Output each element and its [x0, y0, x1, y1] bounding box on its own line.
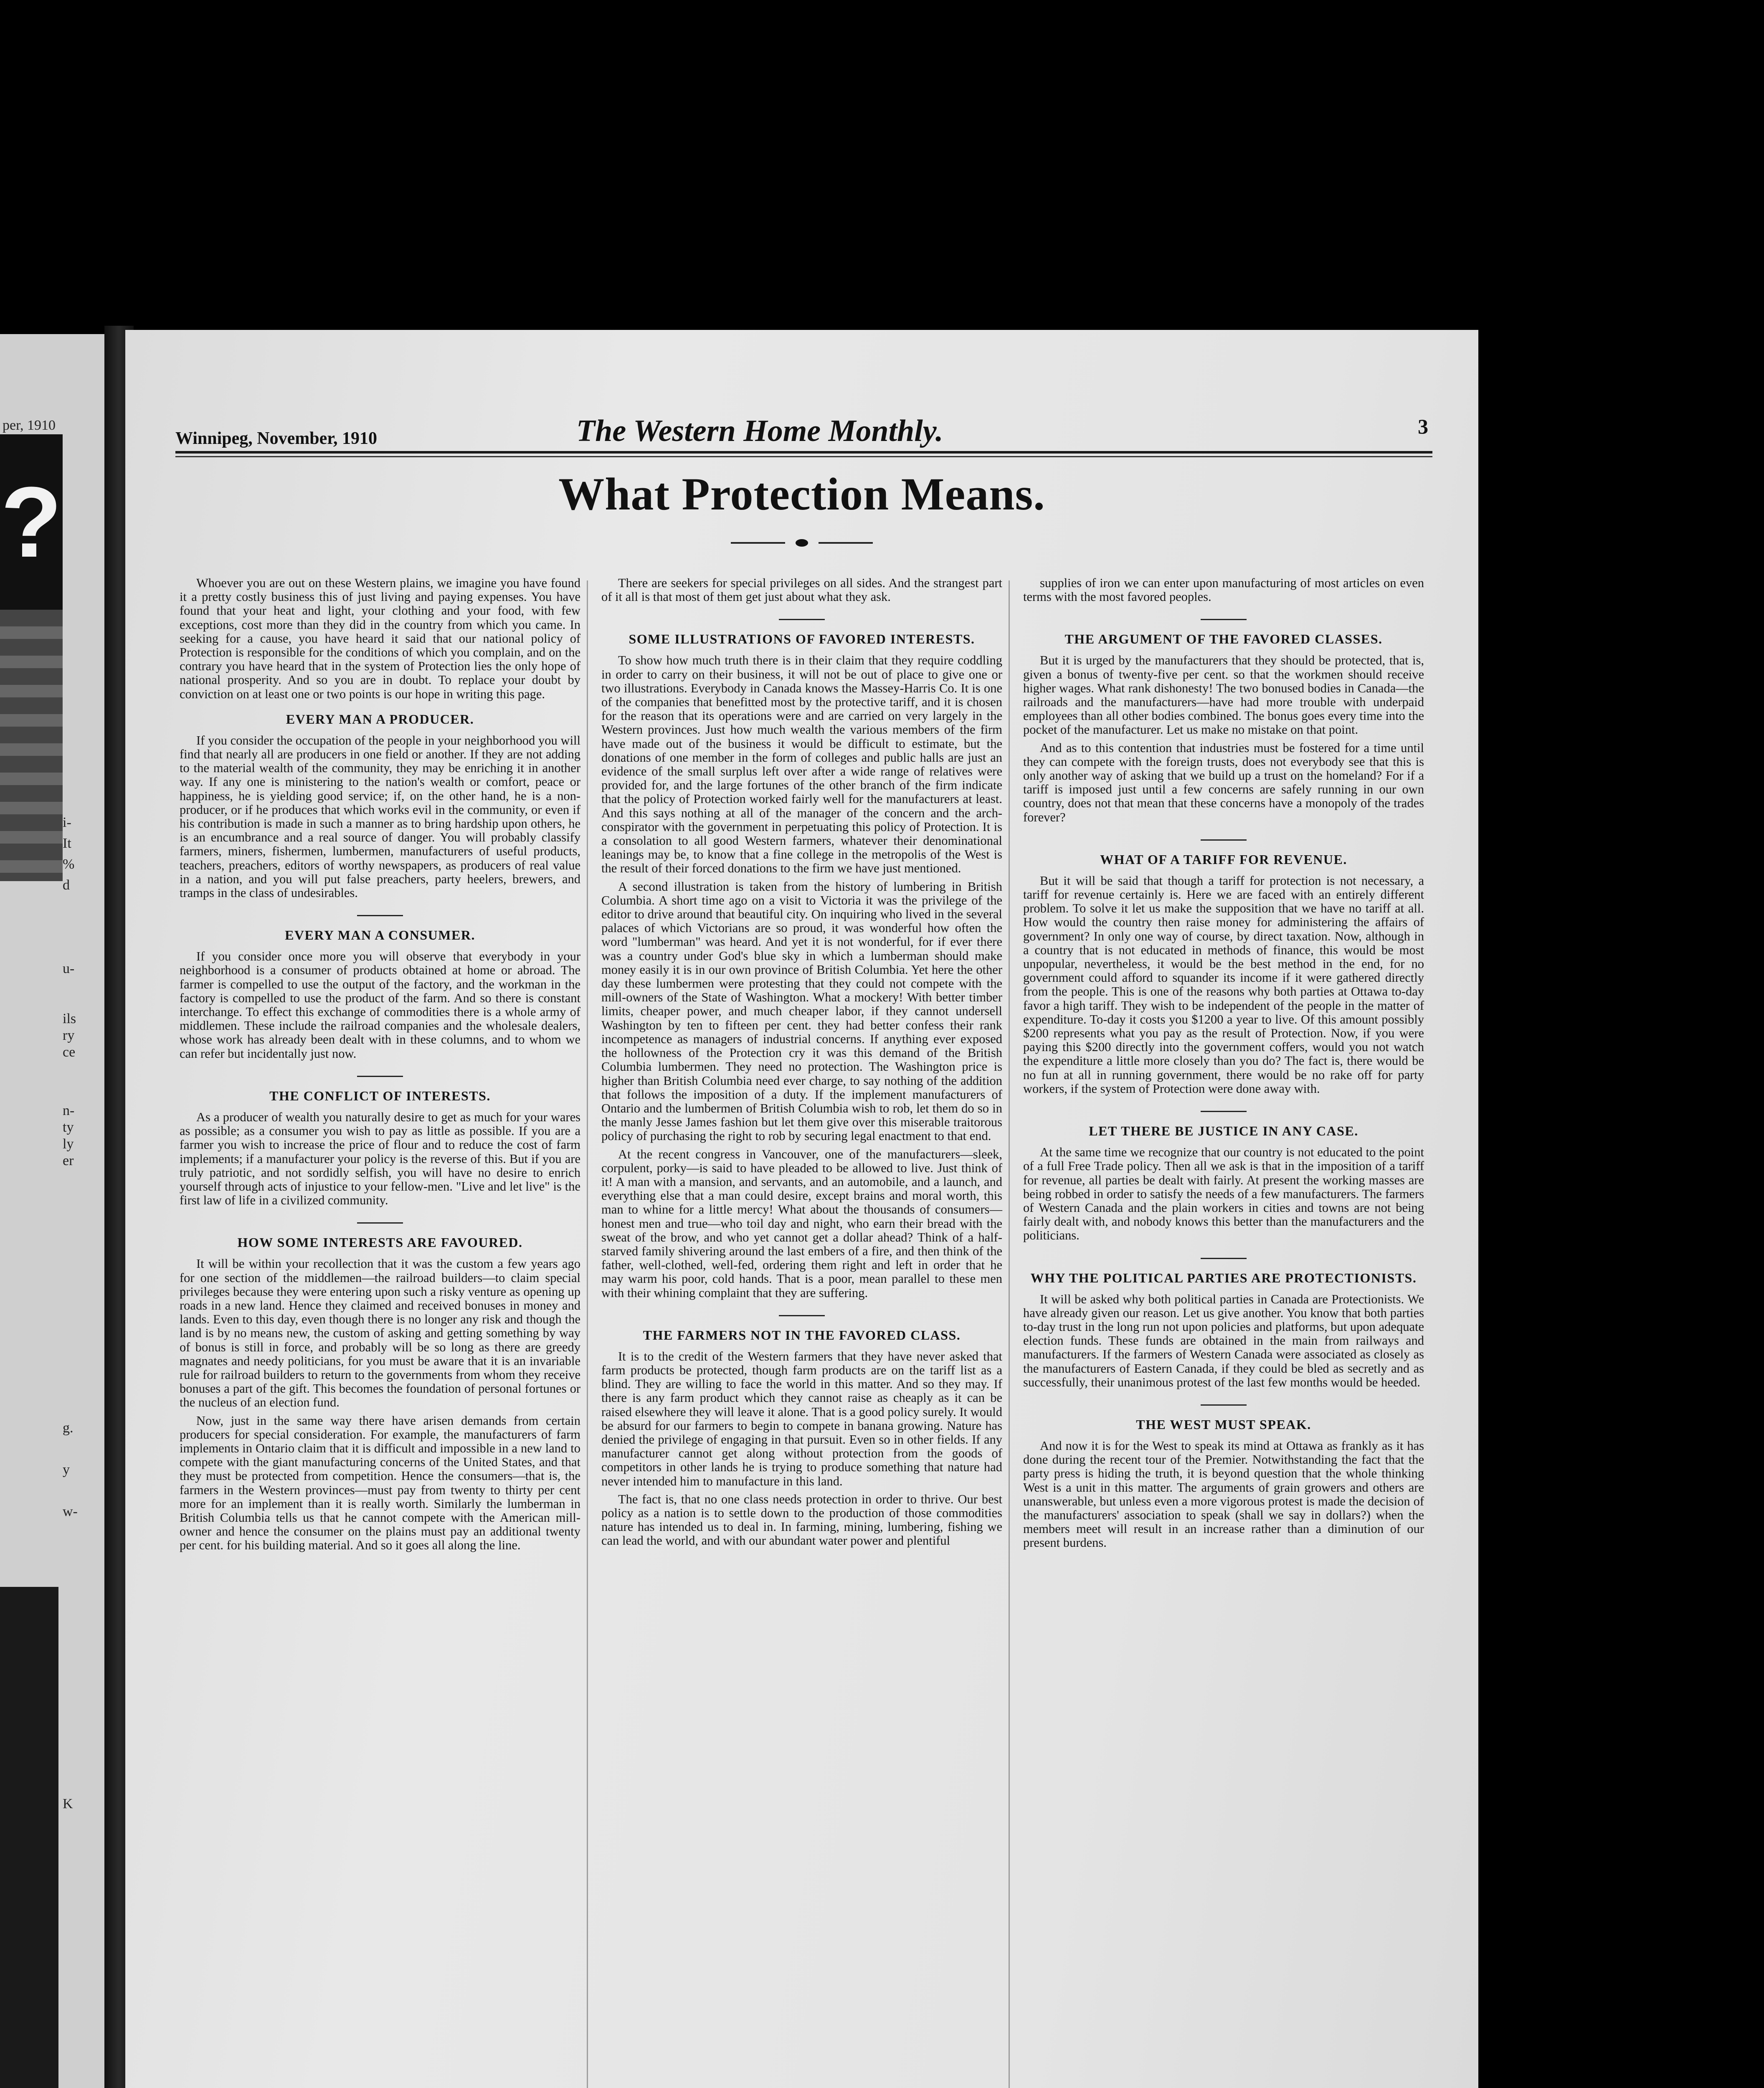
page-number: 3 [1418, 415, 1428, 438]
article-paragraph: And as to this contention that industries must be fostered for a time until they can compete with the foreign trusts, does not everybody see that this is only another way of asking that we build up a trust on the homeland? For if a tariff is imposed just until a few concerns are safely running in our own country, does not that mean that these concerns have a monopoly of the trades forever? [1023, 740, 1424, 824]
section-heading: THE ARGUMENT OF THE FAVORED CLASSES. [1064, 631, 1383, 647]
adjacent-page-header: per, 1910 [3, 418, 56, 433]
article-paragraph: At the same time we recognize that our country is not educated to the point of a full Free Trade policy. Then all we ask is that in the imposition of a tariff for revenue, all parties be dealt with fairly. At present the working masses are being robbed in order to satisfy the needs of a few manufacturers. The farmers of Western Canada and the plain workers in cities and towns are not being fairly dealt with, and nobody knows this better than the manufacturers and the politicians. [1023, 1145, 1424, 1243]
adjacent-text-fragment: i- [63, 815, 71, 830]
article-paragraph: Now, just in the same way there have arisen demands from certain producers for special consideration. For example, the manufacturers of farm implements in Ontario claim that it is difficult and impossible in a new land to compete with the giant manufacturing concerns of the United States, and that they must be protected from competition. Hence the consumers—that is, the farmers in the Western provinces—must pay from twenty to thirty per cent more for an implement than it is really worth. Similarly the lumberman in British Columbia tells us that he cannot compete with the American mill-owner and hence the consumer on the plains must pay an additional twenty per cent. for his building material. And so it goes all along the line. [180, 1413, 580, 1553]
adjacent-text-fragment: ly [63, 1136, 74, 1152]
article-paragraph: The fact is, that no one class needs protection in order to thrive. Our best policy as a nation is to settle down to the production of those commodities nature has intended us to deal in. In farming, mining, lumbering, fishing we can lead the world, and with our abundant water power and plentiful [601, 1492, 1002, 1548]
adjacent-page [0, 334, 109, 2088]
section-separator [1201, 1404, 1247, 1406]
article-paragraph: As a producer of wealth you naturally desire to get as much for your wares as possible; as a consumer you wish to pay as little as possible. If you are a farmer you wish to increase the price of flour and to reduce the cost of farm implements; if a manufacturer your policy is the reverse of this. But if you are truly patriotic, and not sordidly selfish, you will have no desire to enrich yourself through acts of injustice to your fellow-men. "Live and let live" is the first law of life in a civilized community. [180, 1110, 580, 1208]
article-paragraph: There are seekers for special privileges on all sides. And the strangest part of it all is that most of them get just about what they ask. [601, 576, 1002, 604]
adjacent-text-fragment: It [63, 836, 71, 851]
adjacent-text-fragment: d [63, 877, 70, 893]
adjacent-text-fragment: ty [63, 1120, 74, 1135]
adjacent-page-poster-mark: ? [0, 434, 63, 610]
adjacent-text-fragment: w- [63, 1504, 78, 1519]
headline-ornament [731, 541, 873, 545]
article-paragraph: It is to the credit of the Western farmers that they have never asked that farm products be protected, though farm products are on the tariff list as a blind. They are willing to face the world in this matter. And so they may. If there is any farm product which they cannot raise as cheaply as it can be raised elsewhere they will leave it alone. That is a good policy surely. It would be absurd for our farmers to begin to compete in banana growing. Nature has denied the privilege of engaging in that pursuit. Even so in other fields. If any manufacturer cannot get along without protection from the goods of competitors in other lands he is trying to produce something that nature had never intended him to manufacture in this land. [601, 1349, 1002, 1488]
article-paragraph: It will be within your recollection that it was the custom a few years ago for one section of the middlemen—the railroad builders—to claim special privileges because they were entering upon such a risky venture as opening up roads in a new land. Hence they claimed and received bonuses in money and lands. Even to this day, even though there is no longer any risk and though the land is by no means new, the custom of asking and getting something by way of bonus is still in force, and probably will be so long as there are greedy magnates and needy politicians, for you must be aware that it is an invariable rule for railroad builders to return to the governments from whom they receive bonuses a part of the gift. This becomes the foundation of personal fortunes or the nucleus of an election fund. [180, 1257, 580, 1410]
column-divider [587, 580, 588, 2088]
newspaper-page [125, 330, 1478, 2088]
article-paragraph: If you consider once more you will observe that everybody in your neighborhood is a consumer of products obtained at home or abroad. The farmer is compelled to use the output of the factory, and the workman in the factory is compelled to use the product of the farm. And so there is constant interchange. To effect this exchange of commodities there is a whole army of middlemen. These include the railroad companies and the wholesale dealers, whose work has already been dealt with in these columns, and to whom we can refer but incidentally just now. [180, 949, 580, 1061]
section-heading: THE WEST MUST SPEAK. [1136, 1416, 1311, 1432]
section-separator [357, 1076, 403, 1077]
section-separator [779, 619, 825, 620]
section-separator [1201, 619, 1247, 620]
section-separator [779, 1315, 825, 1316]
adjacent-page-advertisement [0, 1587, 58, 2088]
adjacent-text-fragment: g. [63, 1420, 74, 1436]
adjacent-page-illustration [0, 610, 63, 881]
section-heading: EVERY MAN A CONSUMER. [285, 927, 475, 943]
adjacent-text-fragment: y [63, 1462, 70, 1477]
article-paragraph: supplies of iron we can enter upon manufacturing of most articles on even terms with the most favored peoples. [1023, 576, 1424, 604]
section-heading: HOW SOME INTERESTS ARE FAVOURED. [237, 1235, 523, 1250]
section-separator [357, 1222, 403, 1224]
running-head [175, 413, 1432, 451]
article-paragraph: Whoever you are out on these Western plains, we imagine you have found it a pretty costly business this of just living and paying expenses. You have found that your heat and light, your clothing and your food, with few exceptions, cost more than they did in the country from which you came. In seeking for a cause, you have heard it said that our national policy of Protection is responsible for the conditions of which you complain, and on the contrary you have heard that in the system of Protection lies the only hope of national prosperity. And so you are in doubt. To replace your doubt by conviction on at least one or two points is our hope in writing this page. [180, 576, 580, 701]
article-column-3 [1023, 576, 1424, 1554]
adjacent-text-fragment: er [63, 1153, 74, 1168]
adjacent-text-fragment: n- [63, 1103, 75, 1118]
section-heading: LET THERE BE JUSTICE IN ANY CASE. [1089, 1123, 1358, 1139]
article-paragraph: To show how much truth there is in their claim that they require coddling in order to carry on their business, it will not be out of place to give one or two illustrations. Everybody in Canada knows the Massey-Harris Co. It is one of the companies that benefitted most by the protective tariff, and it is chosen for the reason that its operations were and are carried on very largely in the Western provinces. Just how much wealth the various members of the firm have made out of the business it would be difficult to estimate, but the donations of one member in the form of colleges and public halls are just an evidence of the small surplus left over after a wide range of relatives were provided for, and the large fortunes of the other branch of the firm indicate that the policy of Protection worked fairly well for the manufacturers at least. And this says nothing at all of the manager of the concern and the arch-conspirator with the government in perpetuating this policy of Protection. It is a consolation to all good Western farmers, whatever their denominational leanings may be, to know that a fine college in the metropolis of the West is the result of their forced donations to the firm we have just mentioned. [601, 653, 1002, 876]
adjacent-text-fragment: % [63, 856, 75, 872]
adjacent-text-fragment: ce [63, 1044, 76, 1060]
section-heading: WHY THE POLITICAL PARTIES ARE PROTECTIONISTS. [1030, 1270, 1417, 1285]
column-divider [1009, 580, 1010, 2088]
section-separator [1201, 1111, 1247, 1112]
section-heading: THE CONFLICT OF INTERESTS. [269, 1088, 491, 1103]
issue-date: Winnipeg, November, 1910 [175, 429, 378, 448]
section-heading: EVERY MAN A PRODUCER. [286, 711, 474, 727]
article-column-2 [601, 576, 1002, 1552]
section-heading: SOME ILLUSTRATIONS OF FAVORED INTERESTS. [629, 631, 975, 647]
adjacent-text-fragment: u- [63, 961, 75, 976]
article-paragraph: If you consider the occupation of the people in your neighborhood you will find that nearly all are producers in one field or another. If they are not adding to the material wealth of the community, they may be enriching it in another way. If any one is ministering to the nation's wealth or comfort, peace or happiness, he is yielding good service; if, on the other hand, he is a non-producer, or if he produces that which works evil in the community, or even if his contribution is made in such a manner as to bring hardship upon others, he is an encumbrance and a real source of danger. You will probably classify farmers, miners, fishermen, lumbermen, manufacturers of useful products, teachers, preachers, editors of worthy newspapers, as producers of real value in a nation, and you will put false preachers, party heelers, brewers, and tramps in the class of undesirables. [180, 733, 580, 900]
article-column-1 [180, 576, 580, 1557]
article-paragraph: But it will be said that though a tariff for protection is not necessary, a tariff for revenue certainly is. Here we are faced with an entirely different problem. To solve it let us make the supposition that we have no tariff at all. How would the country then raise money for administering the affairs of government? In only one way of course, by direct taxation. Now, although in a country that is not educated in methods of finance, this would be most unpopular, nevertheless, it would be the best method in the end, for no government could afford to squander its income if it were gathered directly from the people. This is one of the reasons why both parties at Ottawa to-day favor a high tariff. They wish to be independent of the people in the matter of expenditure. To-day it costs you $1200 a year to live. Of this amount possibly $200 represents what you pay as the result of Protection. Now, if you were paying this $200 directly into the government coffers, would you not watch the expenditure a little more closely than you do? The fact is, there would be no fun at all in running government, there would be no rake off for party workers, if the system of Protection were done away with. [1023, 873, 1424, 1096]
section-separator [1201, 1258, 1247, 1259]
article-paragraph: It will be asked why both political parties in Canada are Protectionists. We have already given our reason. Let us give another. You know that both parties to-day trust in the long run not upon policies and platforms, but upon adequate election funds. These funds are obtained in the main from railways and manufacturers. If the farmers of Western Canada were associated as closely as the manufacturers of Eastern Canada, if they could be bled as secretly and as successfully, their unanimous protest of the last few months would be heeded. [1023, 1292, 1424, 1389]
section-heading: THE FARMERS NOT IN THE FAVORED CLASS. [643, 1327, 961, 1343]
adjacent-text-fragment: ry [63, 1028, 75, 1043]
section-separator [1201, 839, 1247, 841]
header-rule-thin [175, 456, 1432, 457]
article-paragraph: But it is urged by the manufacturers that they should be protected, that is, given a bonus of twenty-five per cent. so that the workmen should receive higher wages. What rank dishonesty! The two bonused bodies in Canada—the railroads and the manufacturers—have had more trouble with underpaid employees than all other bodies combined. The bonus goes every time into the pocket of the manufacturer. Let us make no mistake on that point. [1023, 653, 1424, 737]
article-paragraph: At the recent congress in Vancouver, one of the manufacturers—sleek, corpulent, porky—is said to have pleaded to be allowed to live. Just think of it! A man with a mansion, and servants, and an automobile, and a launch, and everything else that a man could desire, except brains and moral worth, this man to whine for a little mercy! What about the thousands of consumers—honest men and true—who toil day and night, who earn their bread with the sweat of the brow, and who yet cannot get a dollar ahead? Think of a half-starved family shivering around the last embers of a fire, and then think of the father, well-clothed, well-fed, ordering them right and left in order that he may warm his poor, cold hands. That is a poor, mean parallel to these men with their whining complaint that they are suffering. [601, 1147, 1002, 1300]
section-separator [357, 915, 403, 916]
header-rule [175, 451, 1432, 454]
article-paragraph: And now it is for the West to speak its mind at Ottawa as frankly as it has done during the recent tour of the Premier. Notwithstanding the fact that the party press is hiding the truth, it is beyond question that the whole thinking West is a unit in this matter. The arguments of grain growers and others are unanswerable, but unless even a more vigorous protest is made the decision of the manufacturers' association to speak (shall we say in dollars?) when the members meet will result in an increase rather than a diminution of our present burdens. [1023, 1438, 1424, 1550]
section-heading: WHAT OF A TARIFF FOR REVENUE. [1100, 851, 1347, 867]
adjacent-text-fragment: K [63, 1796, 73, 1812]
article-paragraph: A second illustration is taken from the history of lumbering in British Columbia. A short time ago on a visit to Victoria it was the privilege of the editor to drive around that beautiful city. On inquiring who lived in the several palaces of which Victorians are so proud, it was wonderful how often the word "lumberman" was heard. And yet it is not wonderful, for if ever there was a country under God's blue sky in which a lumberman should make money easily it is in our own province of British Columbia. Yet here the other day these lumbermen were protesting that they could not compete with the mill-owners of the State of Washington. What a mockery! With better timber limits, cheaper power, and much cheaper labor, if they cannot undersell Washington by ten to fifteen per cent. they had better confess their rank incompetence as managers of industrial concerns. If anything ever exposed the hollowness of the Protection cry it was this demand of the British Columbia lumbermen. They need no protection. The Washington price is higher than British Columbia need ever charge, to say nothing of the addition that follows the imposition of a duty. If the implement manufacturers of Ontario and the lumbermen of British Columbia wish to rob, let them do so in the manly Jesse James fashion but let them give over this miserable traitorous policy of purchasing the right to rob by securing legal enactment to that end. [601, 879, 1002, 1143]
masthead: The Western Home Monthly. [576, 414, 943, 448]
adjacent-text-fragment: ils [63, 1011, 76, 1026]
page-headline: What Protection Means. [558, 469, 1045, 519]
